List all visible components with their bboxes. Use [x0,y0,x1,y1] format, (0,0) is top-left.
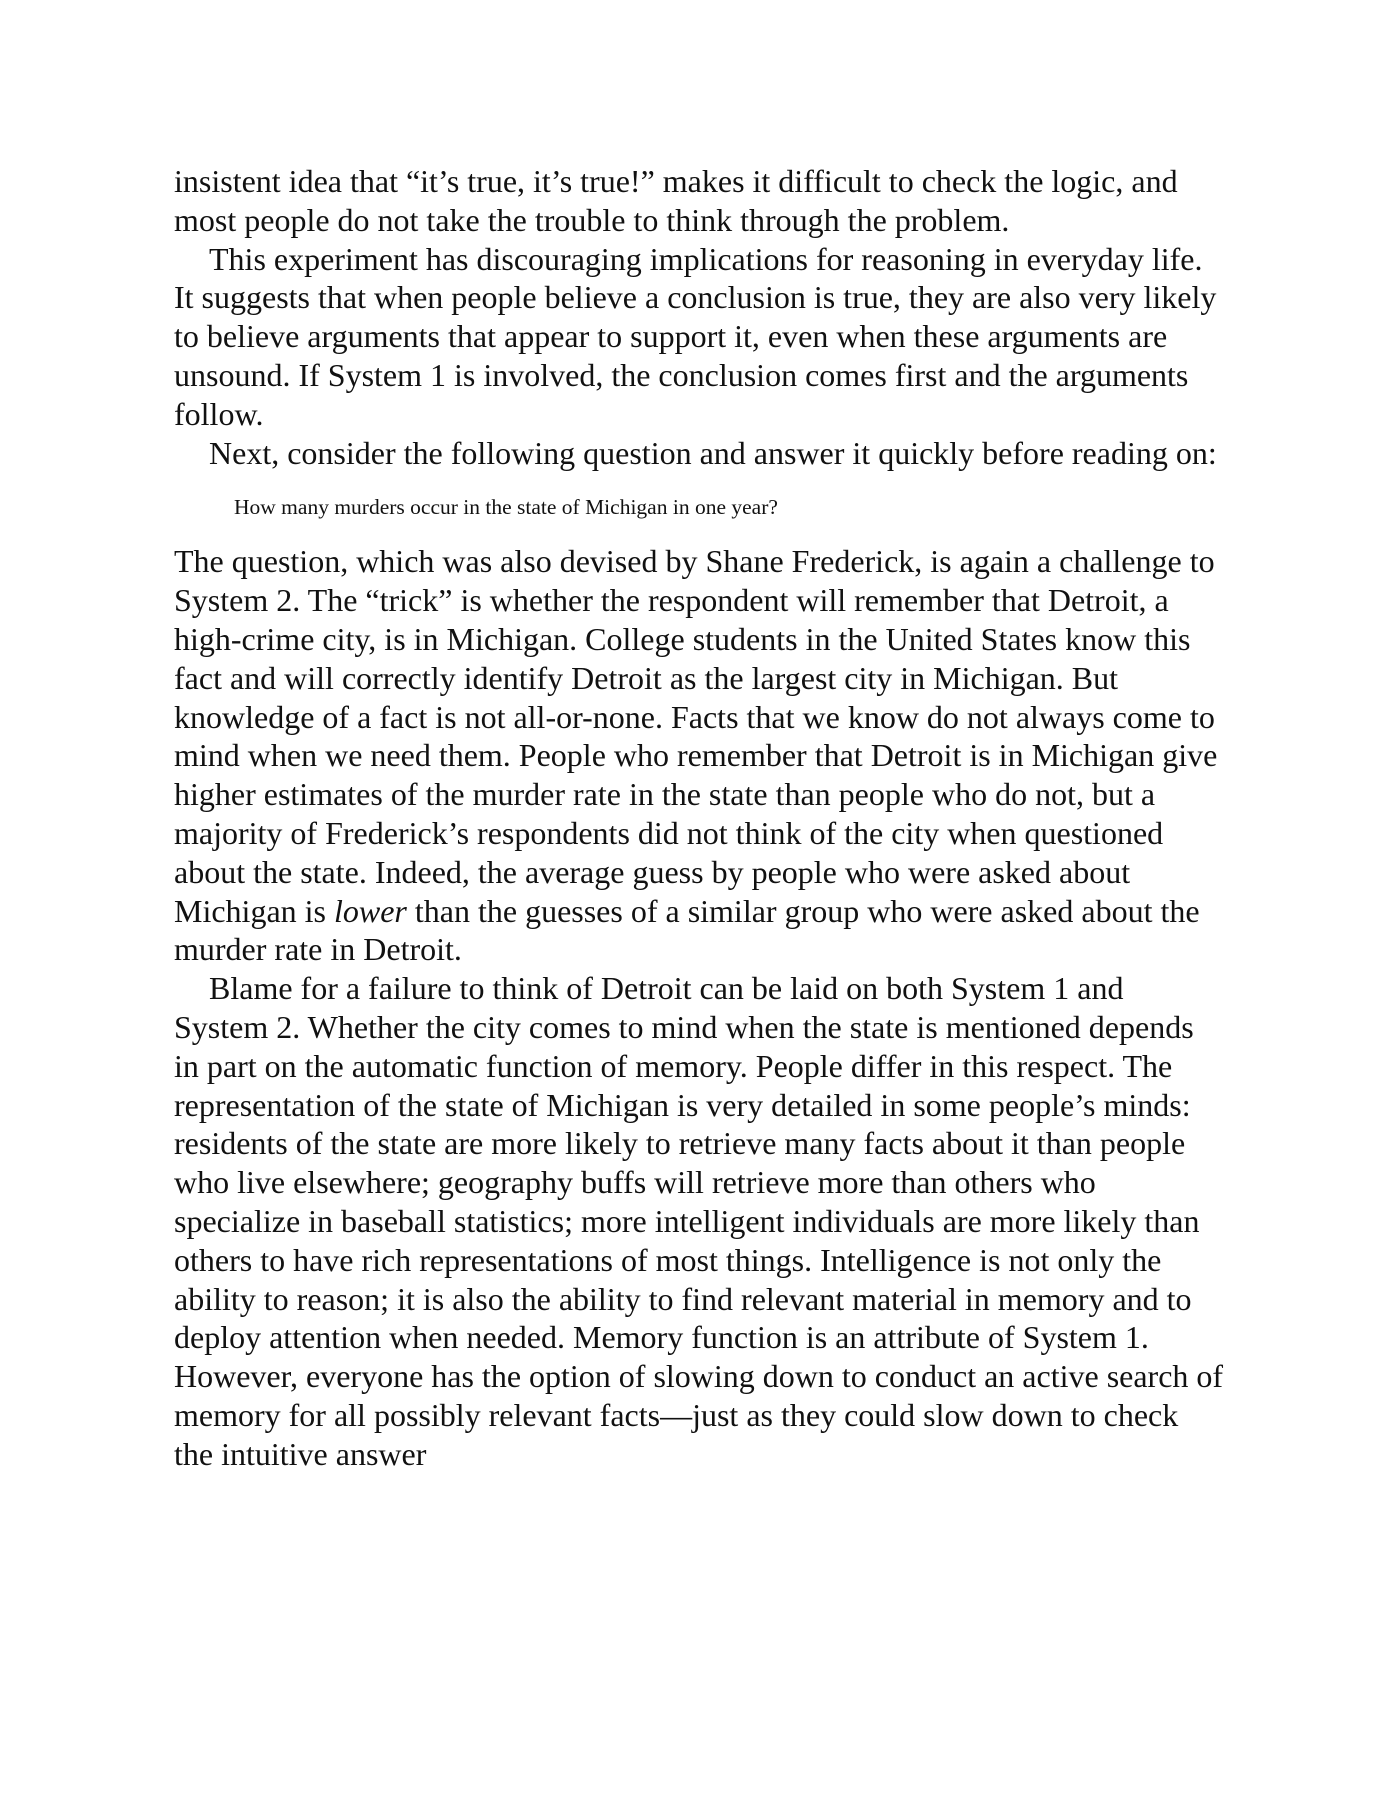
emphasized-word: lower [333,892,407,929]
block-question: How many murders occur in the state of Michigan in one year? [234,495,778,520]
book-page [174,162,1224,1474]
paragraph-detroit-trick [174,542,1224,969]
paragraph-implications: This experiment has discouraging implications for reasoning in everyday life. It suggests that when people believe a conclusion is true, they are also very likely to believe arguments that appear to support it, even when these arguments are unsound. If System 1 is involved, the conclusion comes first and the arguments follow. [174,240,1217,432]
paragraph-text-before-emphasis: The question, which was also devised by Shane Frederick, is again a challenge to System 2. The “trick” is whether the respondent will remember that Detroit, a high-crime city, is in Michigan. College students in the United States know this fact and will correctly identify Detroit as the largest city in Michigan. But knowledge of a fact is not all-or-none. Facts that we know do not always come to mind when we need them. People who remember that Detroit is in Michigan give higher estimates of the murder rate in the state than people who do not, but a majority of Frederick’s respondents did not think of the city when questioned about the state. Indeed, the average guess by people who were asked about Michigan is [174,543,1218,929]
paragraph-blame-systems: Blame for a failure to think of Detroit can be laid on both System 1 and System 2. Whether the city comes to mind when the state is mentioned depends in part on the automatic function of memory. People differ in this respect. The representation of the state of Michigan is very detailed in some people’s minds: residents of the state are more likely to retrieve many facts about it than people who live elsewhere; geography buffs will retrieve more than others who specialize in baseball statistics; more intelligent individuals are more likely than others to have rich representations of most things. Intelligence is not only the ability to reason; it is also the ability to find relevant material in memory and to deploy attention when needed. Memory function is an attribute of System 1. However, everyone has the option of slowing down to conduct an active search of memory for all possibly relevant facts—just as they could slow down to check the intuitive answer [174,970,1224,1472]
paragraph-text-after-emphasis: than the guesses of a similar group who were asked about the murder rate in Detroit. [174,892,1200,968]
paragraph-consider-question: Next, consider the following question and answer it quickly before reading on: [209,434,1217,471]
paragraph-continuation: insistent idea that “it’s true, it’s true!” makes it difficult to check the logic, and most people do not take the trouble to think through the problem. [174,163,1178,238]
